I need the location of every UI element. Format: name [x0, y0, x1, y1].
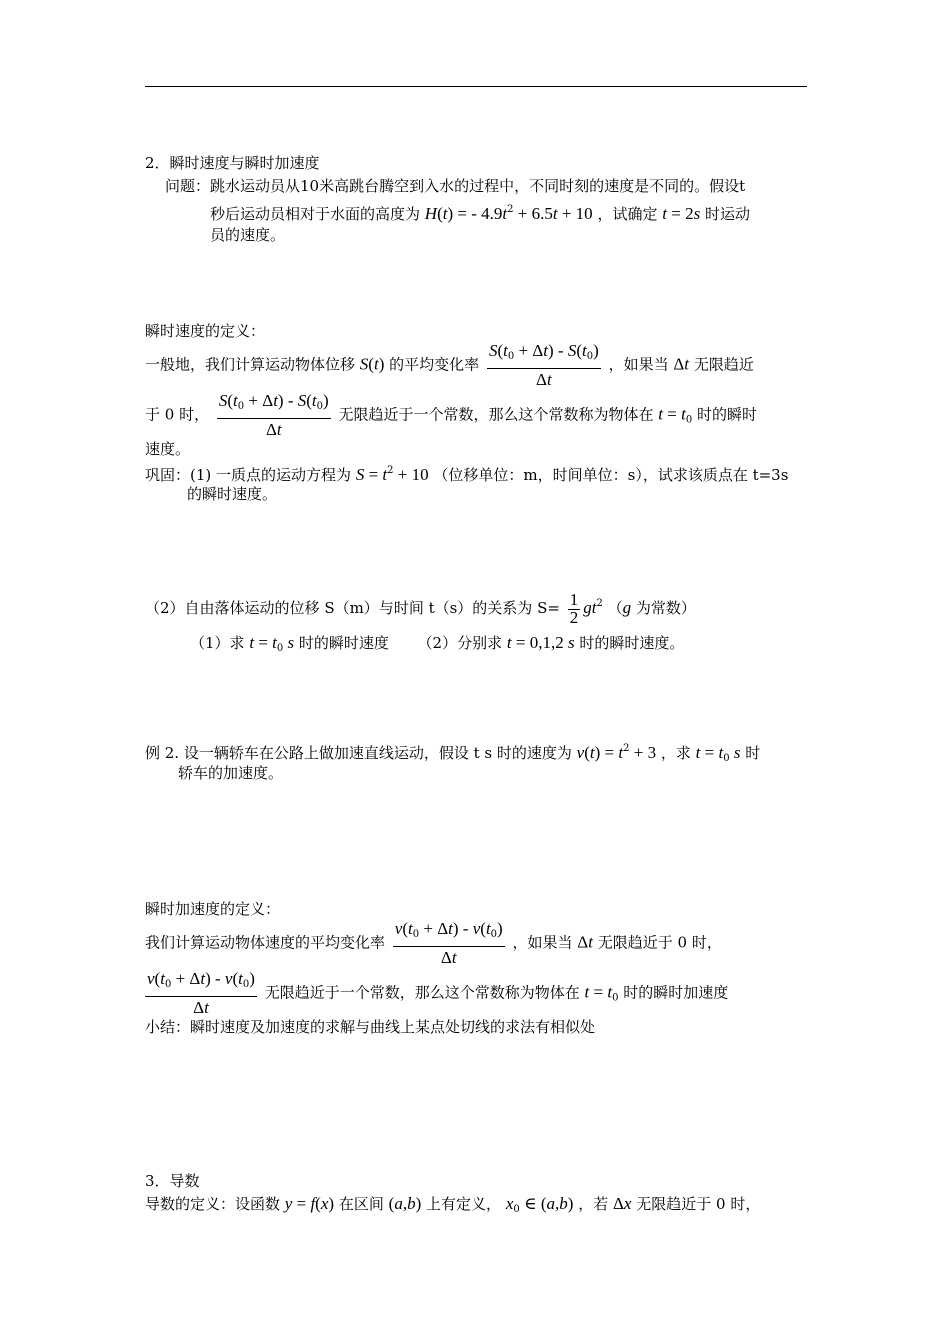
exercise-2-line: （2）自由落体运动的位移 S（m）与时间 t（s）的关系为 S= $\frac{1}{2}$ $gt^2$ （g 为常数） [145, 589, 696, 627]
problem-line-1: 问题：跳水运动员从10米高跳台腾空到入水的过程中，不同时刻的速度是不同的。假设t [165, 177, 746, 195]
header-rule [145, 86, 807, 87]
problem-line-2: 秒后运动员相对于水面的高度为 H(t) = - $4.9t^2 + 6.5t + 10$ ，试确定 t = 2s 时运动 [210, 204, 751, 223]
height-function-formula: H [424, 204, 438, 223]
velocity-definition-line-3: 速度。 [145, 440, 191, 458]
summary-line: 小结：瞬时速度及加速度的求解与曲线上某点处切线的求法有相似处 [145, 1018, 596, 1036]
velocity-limit-fraction: $\frac{v(t_0 + \Delta t) - v(t_0)}{\Delta t}$ [147, 969, 255, 1017]
average-rate-fraction: $\frac{S(t_0 + \Delta t) - S(t_0)}{\Delta t}$ [488, 341, 599, 389]
half-fraction: $\frac{1}{2}$ [569, 589, 579, 627]
acceleration-definition-title: 瞬时加速度的定义： [145, 900, 281, 918]
problem-line-3: 员的速度。 [210, 226, 286, 244]
exercise-2-subquestions: （1）求 $t = t_0$ s 时的瞬时速度 （2）分别求 t = 0,1,2 s 时的瞬时速度。 [190, 633, 685, 654]
velocity-rate-fraction: $\frac{v(t_0 + \Delta t) - v(t_0)}{\Delta t}$ [394, 919, 503, 967]
derivative-definition-line-1: 导数的定义：设函数 y = f(x) 在区间 (a,b) 上有定义， $x_0$ ∈ (a,b) ，若 Δx 无限趋近于 0 时， [145, 1194, 761, 1215]
section-3-heading: 3．导数 [145, 1172, 200, 1190]
limit-fraction: $\frac{S(t_0 + \Delta t) - S(t_0)}{\Delta t}$ [218, 391, 329, 439]
velocity-definition-line-2: 于 0 时， $\frac{S(t_0 + \Delta t) - S(t_0)}{\Delta t}$ 无限趋近于一个常数，那么这个常数称为物体在 $t = t_0$ 时的瞬时 [145, 391, 758, 439]
acceleration-definition-line-1: 我们计算运动物体速度的平均变化率 $\frac{v(t_0 + \Delta t) - v(t_0)}{\Delta t}$ ，如果当 Δt 无限趋近于 0 时， [145, 919, 722, 967]
exercise-1-line-2: 的瞬时速度。 [187, 485, 278, 503]
time-value: t [662, 204, 667, 223]
example-2-line-1: 例 2. 设一辆轿车在公路上做加速直线运动，假设 t s 时的速度为 $v(t) = t^2 + 3$ ，求 $t = t_0$ s 时 [145, 743, 761, 764]
acceleration-definition-line-2: $\frac{v(t_0 + \Delta t) - v(t_0)}{\Delta t}$ 无限趋近于一个常数，那么这个常数称为物体在 $t = t_0$ 时的瞬时加速度 [147, 969, 729, 1017]
section-2-heading: 2．瞬时速度与瞬时加速度 [145, 154, 320, 172]
velocity-definition-line-1: 一般地，我们计算运动物体位移 S(t) 的平均变化率 $\frac{S(t_0 + \Delta t) - S(t_0)}{\Delta t}$ ，如果当 Δt 无限趋近 [145, 341, 754, 389]
example-2-line-2: 轿车的加速度。 [178, 764, 284, 782]
exercise-1-line-1: 巩固：(1) 一质点的运动方程为 $S = t^2 + 10$ （位移单位：m，时间单位：s），试求该质点在 t=3s [145, 465, 789, 484]
velocity-definition-title: 瞬时速度的定义： [145, 322, 266, 340]
